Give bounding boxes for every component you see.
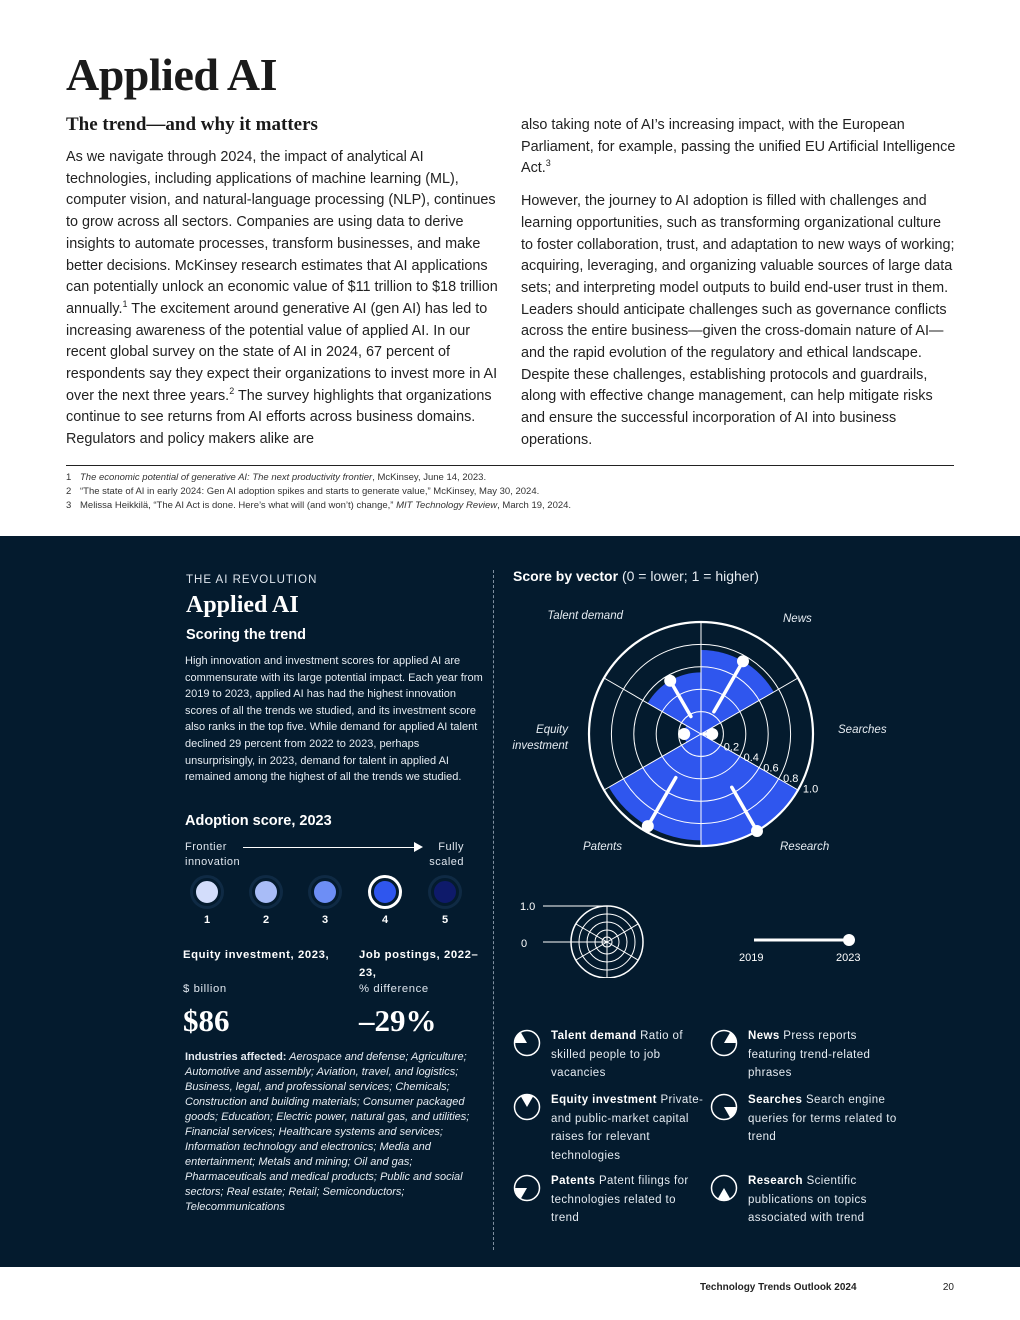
axis-label: Searches — [838, 724, 887, 736]
legend-name: Talent demand — [551, 1030, 637, 1042]
adoption-arrow-line — [243, 847, 417, 848]
panel-eyebrow: THE AI REVOLUTION — [186, 574, 318, 586]
legend-text — [748, 1172, 903, 1228]
key-year-start: 2019 — [739, 952, 764, 964]
footnote-1 — [66, 472, 956, 483]
left-body-start: As we navigate through 2024, the impact of analytical AI technologies, including applications of machine learning (ML), computer vision, and natural-language processing (NLP), continues to grow across all sectors. Companies are using data to derive insights to automate processes, transform businesses, and make better decisions. McKinsey research estimates that AI applications can potentially unlock an economic value of $11 trillion to $18 trillion annually. — [66, 149, 498, 317]
legend-name: News — [748, 1030, 780, 1042]
point-2023-equity-investment — [678, 728, 690, 740]
legend-desc: Scientific publications on topics associated with trend — [748, 1175, 867, 1224]
jobs-label: Job postings, 2022–23, — [359, 949, 479, 979]
footnote-italic: MIT Technology Review — [396, 500, 498, 511]
adoption-title: Adoption score, 2023 — [185, 813, 332, 829]
equity-unit: $ billion — [183, 983, 227, 995]
industries-label: Industries affected: — [185, 1051, 287, 1063]
frontier-label: Frontier innovation — [185, 841, 241, 868]
fully-scaled-label: Fully scaled — [429, 841, 464, 868]
footnote-text: “The state of AI in early 2024: Gen AI adoption spikes and starts to generate value,” McKinsey, May 30, 2024. — [80, 486, 540, 497]
industries-list: Aerospace and defense; Agriculture; Automotive and assembly; Aviation, travel, and logistics; Business, legal, and professional services; Chemicals; Construction and building materials; Consumer packaged goods; Education; Electric power, natural gas, and utilities; Financial services; Healthcare systems and services; Information technology and electronics; Media and entertainment; Metals and mining; Oil and gas; Pharmaceuticals and medical products; Public and social sectors; Real estate; Retail; Semiconductors; Telecommunications — [185, 1051, 470, 1213]
axis-label: Equity — [536, 724, 568, 736]
ring-label: 0.8 — [783, 773, 799, 786]
adoption-dot-1 — [193, 878, 221, 906]
adoption-number: 5 — [441, 914, 449, 926]
legend-desc: Ratio of skilled people to job vacancies — [551, 1030, 683, 1079]
industries-affected — [185, 1050, 470, 1215]
legend-text — [748, 1027, 903, 1083]
key-scale-bottom: 0 — [521, 938, 528, 950]
panel-subtitle: Scoring the trend — [186, 627, 307, 643]
key-year-end: 2023 — [836, 952, 861, 964]
axis-label: Patents — [583, 841, 622, 853]
ring-label: 0.4 — [743, 752, 759, 764]
axis-label: investment — [512, 740, 568, 752]
right-paragraph-1 — [521, 115, 956, 180]
page-number: 20 — [942, 1282, 954, 1293]
score-title-rest: (0 = lower; 1 = higher) — [618, 568, 759, 584]
footnote-divider — [66, 465, 954, 466]
radar-key — [513, 896, 873, 978]
panel-description: High innovation and investment scores for applied AI are commensurate with its large potential impact. Each year from 2019 to 2023, applied AI has had the highest innovation scores of all the trends we studied, and its investment score also ranks in the top five. While demand for applied AI talent declined 29 percent from 2022 to 2023, perhaps unsurprisingly, in 2023, demand for talent in applied AI remained among the highest of all the trends we studied. — [185, 655, 483, 784]
footnote-text-end: , March 19, 2024. — [497, 500, 572, 511]
point-2023-talent-demand — [664, 675, 676, 687]
panel-divider — [493, 570, 494, 1250]
left-paragraph — [66, 147, 498, 451]
point-2023-research — [751, 825, 763, 837]
footnote-ref-3: 3 — [545, 158, 551, 169]
vector-icon — [710, 1029, 738, 1057]
page-title: Applied AI — [66, 49, 278, 100]
footnote-2 — [66, 486, 956, 497]
footnote-number: 3 — [66, 500, 72, 511]
legend-desc: Press reports featuring trend-related phrases — [748, 1030, 871, 1079]
adoption-arrow-head — [414, 842, 423, 852]
adoption-number: 1 — [203, 914, 211, 926]
left-body-end: The survey highlights that organizations continue to see returns from AI efforts across business domains. Regulators and policy makers alike are — [66, 387, 492, 448]
axis-label: News — [783, 613, 812, 625]
radar-sector-patents — [609, 734, 701, 840]
footer-publication: Technology Trends Outlook 2024 — [700, 1282, 857, 1293]
equity-label: Equity investment, 2023, — [183, 949, 330, 961]
legend-text — [551, 1172, 706, 1228]
jobs-unit: % difference — [359, 983, 429, 995]
panel-title: Applied AI — [186, 592, 299, 618]
legend-text — [748, 1091, 903, 1147]
footnote-number: 1 — [66, 472, 72, 483]
adoption-dot-5 — [431, 878, 459, 906]
legend-name: Searches — [748, 1094, 803, 1106]
legend-desc: Patent filings for technologies related to trend — [551, 1175, 689, 1224]
legend-name: Equity investment — [551, 1094, 657, 1106]
adoption-number: 2 — [262, 914, 270, 926]
vector-icon — [513, 1093, 541, 1121]
axis-label: Research — [780, 841, 830, 853]
adoption-dot-3 — [311, 878, 339, 906]
legend-desc: Search engine queries for terms related to trend — [748, 1094, 897, 1143]
section-heading: The trend—and why it matters — [66, 114, 318, 135]
footnote-number: 2 — [66, 486, 72, 497]
adoption-number: 3 — [321, 914, 329, 926]
footnote-text: Melissa Heikkilä, “The AI Act is done. Here’s what will (and won’t) change,” — [80, 500, 397, 511]
adoption-dot-2 — [252, 878, 280, 906]
footnote-ref-1: 1 — [122, 299, 128, 310]
page-footer — [700, 1282, 954, 1293]
legend-desc: Private- and public-market capital raises for relevant technologies — [551, 1094, 704, 1162]
right-p1-text: also taking note of AI’s increasing impact, with the European Parliament, for example, passing the unified EU Artificial Intelligence Act. — [521, 117, 956, 177]
footnote-text: , McKinsey, June 14, 2023. — [372, 472, 487, 483]
radar-chart — [498, 594, 918, 864]
footnote-3 — [66, 500, 956, 511]
legend-text — [551, 1091, 706, 1165]
key-year-dot — [843, 934, 855, 946]
left-body-middle: The excitement around generative AI (gen AI) has led to increasing awareness of the potential value of applied AI. In our recent global survey on the state of AI in 2024, 67 percent of respondents say they expect their organizations to invest more in AI over the next three years. — [66, 300, 498, 404]
key-scale-top: 1.0 — [520, 901, 536, 913]
footnote-italic: The economic potential of generative AI: The next productivity frontier — [80, 472, 373, 483]
vector-icon — [710, 1174, 738, 1202]
ring-label: 0.6 — [763, 762, 779, 775]
vector-icon — [513, 1029, 541, 1057]
vector-icon — [513, 1174, 541, 1202]
point-2023-news — [737, 655, 749, 667]
jobs-value: –29% — [359, 1003, 437, 1038]
ring-label: 0.2 — [723, 741, 740, 754]
legend-text — [551, 1027, 706, 1083]
axis-label: Talent demand — [547, 610, 623, 622]
scoring-panel — [0, 536, 1020, 1267]
adoption-dot-4 — [371, 878, 399, 906]
legend-name: Research — [748, 1175, 803, 1187]
score-title-bold: Score by vector — [513, 568, 619, 584]
point-2023-searches — [706, 728, 718, 740]
score-title — [513, 568, 759, 584]
vector-icon — [710, 1093, 738, 1121]
adoption-number: 4 — [381, 914, 389, 926]
footnote-ref-2: 2 — [229, 385, 235, 396]
left-column — [66, 147, 498, 462]
right-column — [521, 115, 956, 463]
ring-label: 1.0 — [802, 783, 819, 796]
legend-name: Patents — [551, 1175, 596, 1187]
equity-value: $86 — [183, 1003, 230, 1038]
right-paragraph-2: However, the journey to AI adoption is filled with challenges and learning opportunities, such as transforming organizational culture to foster collaboration, trust, and adaptation to new ways of working; acquiring, leveraging, and organizing valuable sources of large data sets; and interpreting model outputs to build end-user trust in them. Leaders should anticipate challenges such as governance conflicts across the entire business—given the cross-domain nature of AI—and the rapid evolution of the regulatory and ethical landscape. Despite these challenges, establishing protocols and guardrails, along with effective change management, can help mitigate risks and ensure the successful incorporation of AI into business operations. — [521, 193, 955, 448]
point-2023-patents — [642, 820, 654, 832]
